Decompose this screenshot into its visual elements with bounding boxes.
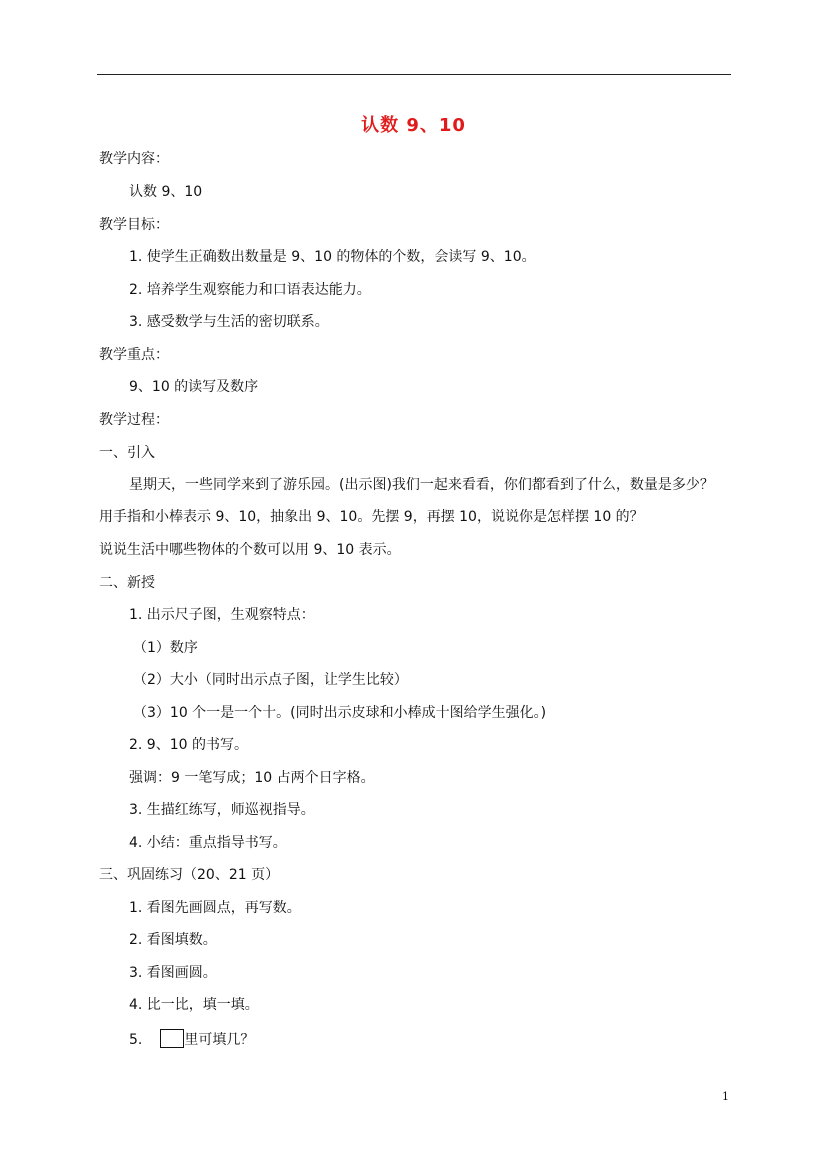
- heading-process: 教学过程：: [99, 412, 169, 428]
- list-item: 3. 看图画圆。: [129, 965, 217, 981]
- document-title: 认数 9、10: [361, 115, 466, 136]
- paragraph: 用手指和小棒表示 9、10，抽象出 9、10。先摆 9，再摆 10，说说你是怎样摆 10 的？: [99, 509, 644, 525]
- list-item-last: [129, 1029, 254, 1049]
- list-item: 4. 比一比，填一填。: [129, 997, 259, 1013]
- sub-item: （2）大小（同时出示点子图，让学生比较）: [133, 672, 408, 688]
- list-item: 4. 小结：重点指导书写。: [129, 835, 287, 851]
- blank-box: [160, 1029, 184, 1048]
- section-practice: 三、巩固练习（20、21 页）: [99, 867, 280, 883]
- sub-item: （3）10 个一是一个十。(同时出示皮球和小棒成十图给学生强化。): [133, 705, 547, 721]
- item-text: 里可填几？: [184, 1032, 255, 1048]
- section-new: 二、新授: [99, 575, 155, 591]
- list-item: 1. 出示尺子图，生观察特点：: [129, 607, 315, 623]
- emphasis-text: 强调：9 一笔写成；10 占两个日字格。: [129, 770, 375, 786]
- focus-text: 9、10 的读写及数序: [129, 379, 259, 395]
- list-item: 3. 生描红练写，师巡视指导。: [129, 802, 315, 818]
- page-number: 1: [722, 1090, 729, 1103]
- list-item: 2. 看图填数。: [129, 932, 217, 948]
- heading-focus: 教学重点：: [99, 347, 169, 363]
- goal-item: 2. 培养学生观察能力和口语表达能力。: [129, 282, 371, 298]
- paragraph: 说说生活中哪些物体的个数可以用 9、10 表示。: [99, 542, 401, 558]
- goal-item: 1. 使学生正确数出数量是 9、10 的物体的个数，会读写 9、10。: [129, 249, 536, 265]
- goal-item: 3. 感受数学与生活的密切联系。: [129, 314, 329, 330]
- content-text: 认数 9、10: [129, 184, 203, 200]
- header-rule: [97, 74, 731, 75]
- sub-item: （1）数序: [133, 640, 198, 656]
- heading-goals: 教学目标：: [99, 217, 169, 233]
- list-item: 2. 9、10 的书写。: [129, 737, 248, 753]
- list-item: 1. 看图先画圆点，再写数。: [129, 900, 301, 916]
- paragraph: 星期天，一些同学来到了游乐园。(出示图)我们一起来看看，你们都看到了什么，数量是多少？: [129, 477, 714, 493]
- heading-content: 教学内容：: [99, 151, 169, 167]
- section-intro: 一、引入: [99, 445, 155, 461]
- item-number: 5.: [129, 1032, 143, 1048]
